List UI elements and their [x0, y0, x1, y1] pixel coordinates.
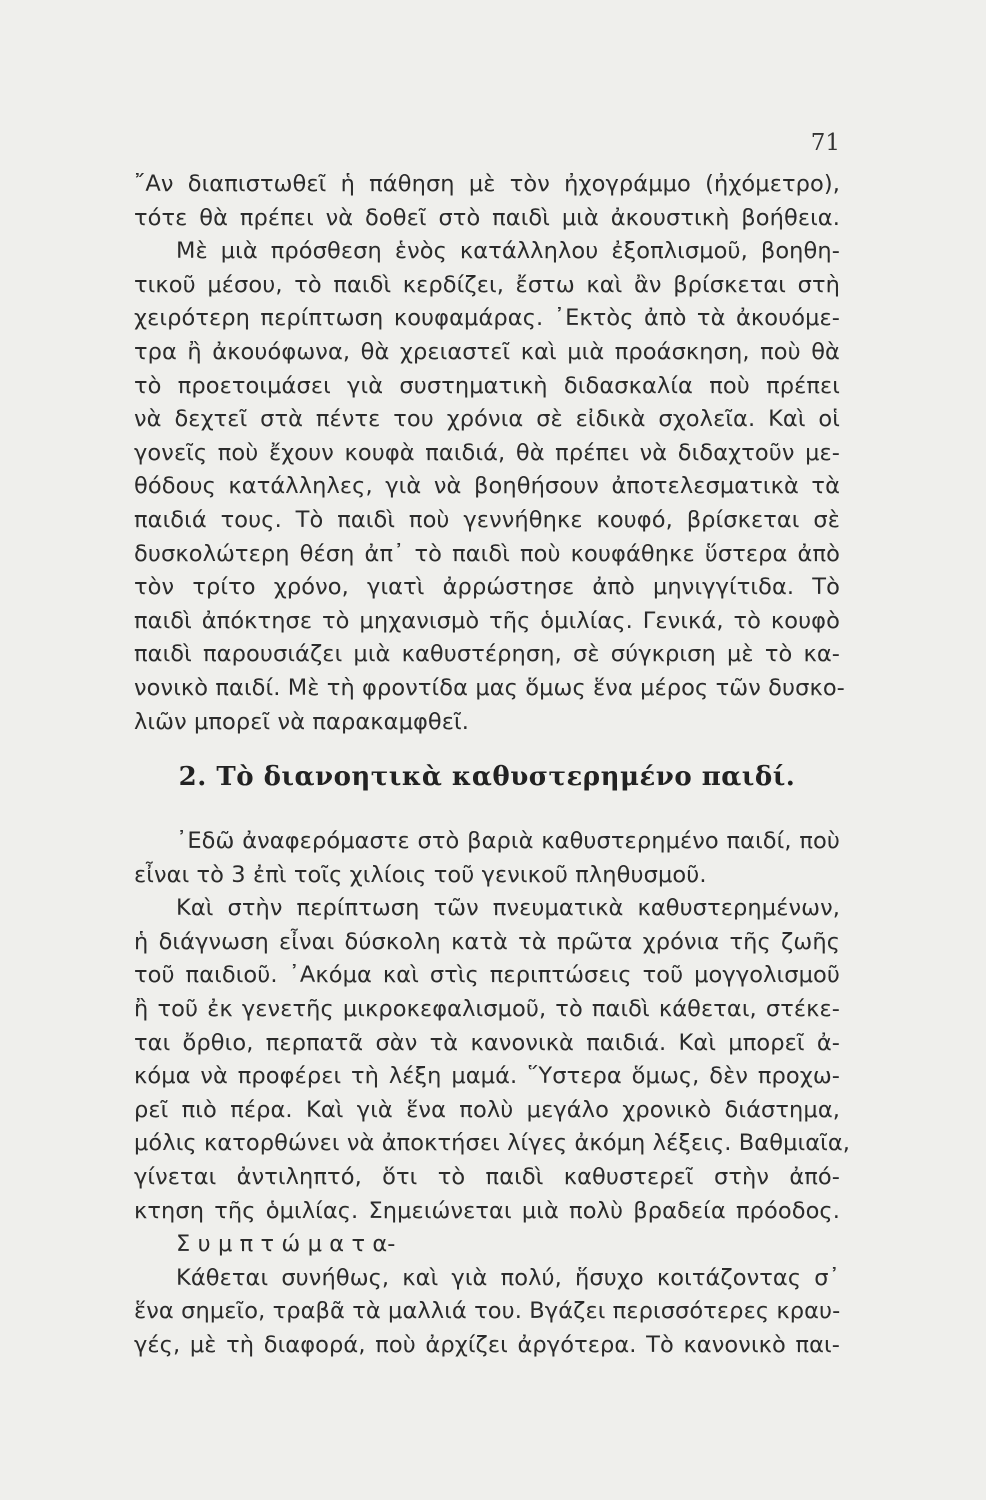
text-line: ἕνα σημεῖο, τραβᾶ τὰ μαλλιά του. Βγάζει περισσότερες κραυ-	[134, 1298, 841, 1325]
text-line: χειρότερη περίπτωση κουφαμάρας. ᾿Εκτὸς ἀπὸ τὰ ἀκουόμε-	[134, 305, 840, 332]
text-line: τὸν τρίτο χρόνο, γιατὶ ἀρρώστησε ἀπὸ μηνιγγίτιδα. Τὸ	[134, 574, 840, 601]
text-line: παιδὶ παρουσιάζει μιὰ καθυστέρηση, σὲ σύγκριση μὲ τὸ κα-	[134, 641, 840, 668]
page-number: 71	[810, 130, 840, 156]
text-line: τότε θὰ πρέπει νὰ δοθεῖ στὸ παιδὶ μιὰ ἀκουστικὴ βοήθεια.	[134, 204, 840, 231]
text-line: γές, μὲ τὴ διαφορά, ποὺ ἀρχίζει ἀργότερα. Τὸ κανονικὸ παι-	[134, 1331, 840, 1358]
text-line: ῎Αν διαπιστωθεῖ ἡ πάθηση μὲ τὸν ἠχογράμμο (ἠχόμετρο),	[134, 171, 840, 197]
text-line: τὸ προετοιμάσει γιὰ συστηματικὴ διδασκαλία ποὺ πρέπει	[134, 372, 840, 399]
text-line: γονεῖς ποὺ ἔχουν κουφὰ παιδιά, θὰ πρέπει νὰ διδαχτοῦν με-	[134, 439, 840, 466]
text-line: Καὶ στὴν περίπτωση τῶν πνευματικὰ καθυστερημένων,	[176, 895, 840, 922]
text-line: τικοῦ μέσου, τὸ παιδὶ κερδίζει, ἔστω καὶ ἂν βρίσκεται στὴ	[134, 271, 840, 298]
text-line: λιῶν μπορεῖ νὰ παρακαμφθεῖ.	[134, 708, 470, 735]
text-line: μόλις κατορθώνει νὰ ἀποκτήσει λίγες ἀκόμη λέξεις. Βαθμιαῖα,	[134, 1130, 851, 1157]
text-line: γίνεται ἀντιληπτό, ὅτι τὸ παιδὶ καθυστερεῖ στὴν ἀπό-	[134, 1163, 840, 1190]
paragraph-hearing	[134, 168, 845, 739]
text-line: νονικὸ παιδί. Μὲ τὴ φροντίδα μας ὅμως ἕνα μέρος τῶν δυσκο-	[134, 674, 845, 701]
text-line: τρα ἢ ἀκουόφωνα, θὰ χρειαστεῖ καὶ μιὰ προάσκηση, ποὺ θὰ	[134, 338, 840, 365]
text-line: Μὲ μιὰ πρόσθεση ἑνὸς κατάλληλου ἐξοπλισμοῦ, βοηθη-	[176, 238, 840, 265]
text-line: ἢ τοῦ ἐκ γενετῆς μικροκεφαλισμοῦ, τὸ παιδὶ κάθεται, στέκε-	[134, 995, 840, 1022]
paragraph-intellectual-disability	[134, 825, 851, 1363]
text-line: νὰ δεχτεῖ στὰ πέντε του χρόνια σὲ εἰδικὰ σχολεῖα. Καὶ οἱ	[134, 406, 840, 433]
text-line: παιδὶ ἀπόκτησε τὸ μηχανισμὸ τῆς ὁμιλίας. Γενικά, τὸ κουφὸ	[134, 607, 840, 634]
text-line: εἶναι τὸ 3 ἐπὶ τοῖς χιλίοις τοῦ γενικοῦ πληθυσμοῦ.	[134, 861, 707, 888]
text-line: ρεῖ πιὸ πέρα. Καὶ γιὰ ἕνα πολὺ μεγάλο χρονικὸ διάστημα,	[134, 1096, 840, 1123]
text-line: Κάθεται συνήθως, καὶ γιὰ πολύ, ἥσυχο κοιτάζοντας σ᾿	[176, 1264, 840, 1291]
text-line: παιδιά τους. Τὸ παιδὶ ποὺ γεννήθηκε κουφό, βρίσκεται σὲ	[134, 506, 840, 533]
text-line: κόμα νὰ προφέρει τὴ λέξη μαμά. ῞Υστερα ὅμως, δὲν προχω-	[134, 1063, 840, 1090]
section-heading: 2. Τὸ διανοητικὰ καθυστερημένο παιδί.	[178, 762, 796, 792]
text-line: ἡ διάγνωση εἶναι δύσκολη κατὰ τὰ πρῶτα χρόνια τῆς ζωῆς	[134, 928, 840, 955]
text-line: ται ὄρθιο, περπατᾶ σὰν τὰ κανονικὰ παιδιά. Καὶ μπορεῖ ἀ-	[134, 1029, 840, 1056]
symptoms-label: Σ υ μ π τ ώ μ α τ α-	[176, 1231, 396, 1258]
text-line: δυσκολώτερη θέση ἀπ᾿ τὸ παιδὶ ποὺ κουφάθηκε ὕστερα ἀπὸ	[134, 540, 840, 567]
text-line: ᾿Εδῶ ἀναφερόμαστε στὸ βαριὰ καθυστερημένο παιδί, ποὺ	[176, 828, 840, 854]
text-line: κτηση τῆς ὁμιλίας. Σημειώνεται μιὰ πολὺ βραδεία πρόοδος.	[134, 1197, 840, 1224]
text-line: θόδους κατάλληλες, γιὰ νὰ βοηθήσουν ἀποτελεσματικὰ τὰ	[134, 473, 840, 500]
text-line: τοῦ παιδιοῦ. ᾿Ακόμα καὶ στὶς περιπτώσεις τοῦ μογγολισμοῦ	[134, 962, 840, 989]
